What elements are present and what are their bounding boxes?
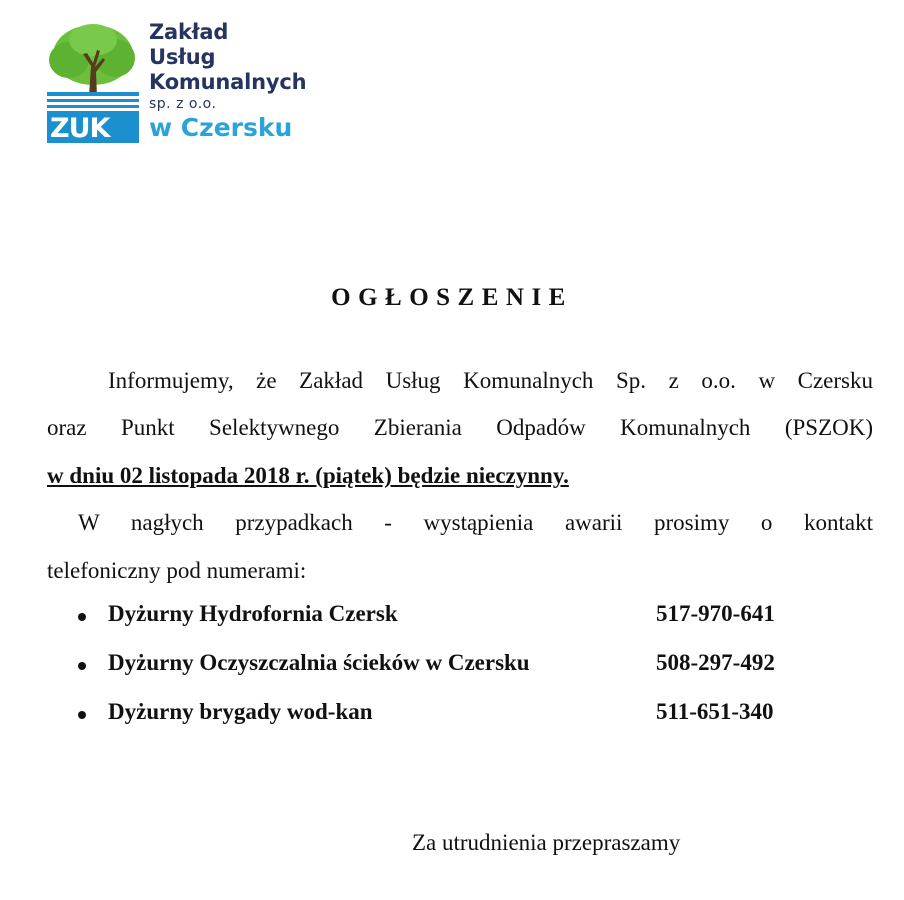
closure-date-notice: w dniu 02 listopada 2018 r. (piątek) będzie nieczynny. [47, 463, 569, 488]
contact-name: Dyżurny brygady wod-kan [108, 699, 373, 724]
logo-company-name [149, 22, 306, 140]
logo-name-line: Zakład [149, 20, 229, 44]
bullet-icon [78, 613, 86, 621]
announcement-text-line: Informujemy, że Zakład Usług Komunalnych Sp. z o.o. w Czersku [108, 368, 873, 393]
closing-apology: Za utrudnienia przepraszamy [412, 830, 681, 855]
announcement-title: OGŁOSZENIE [331, 284, 573, 311]
logo-name-line: Usług [149, 45, 216, 69]
list-item [78, 699, 838, 753]
contact-name: Dyżurny Oczyszczalnia ścieków w Czersku [108, 650, 530, 675]
list-item [78, 601, 838, 655]
contact-phone: 508-297-492 [656, 650, 775, 675]
bullet-icon [78, 662, 86, 670]
logo-abbreviation: ZUK [50, 113, 110, 144]
contact-phone: 517-970-641 [656, 601, 775, 626]
bullet-icon [78, 711, 86, 719]
logo-name-line: Komunalnych [149, 70, 307, 94]
announcement-text-line: oraz Punkt Selektywnego Zbierania Odpadów Komunalnych (PSZOK) [47, 415, 873, 440]
list-item [78, 650, 838, 704]
contact-phone: 511-651-340 [656, 699, 774, 724]
logo-location: w Czersku [149, 113, 293, 142]
contact-list [78, 601, 838, 753]
logo-legal-form: sp. z o.o. [149, 96, 217, 112]
announcement-text-line: telefoniczny pod numerami: [47, 558, 307, 583]
announcement-text-line: W nagłych przypadkach - wystąpienia awarii prosimy o kontakt [78, 510, 873, 535]
company-logo [47, 22, 337, 146]
contact-name: Dyżurny Hydrofornia Czersk [108, 601, 398, 626]
